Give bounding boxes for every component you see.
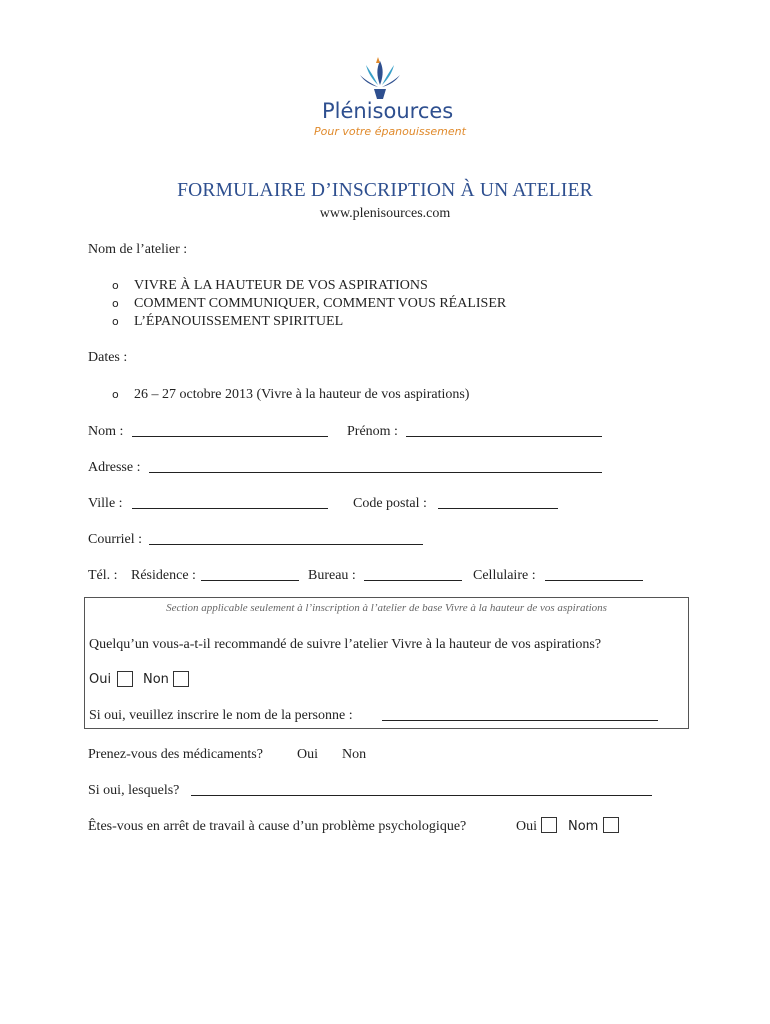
medication-oui[interactable]: Oui <box>297 747 318 762</box>
medication-question: Prenez-vous des médicaments? <box>88 747 263 762</box>
workshop-option-label: COMMENT COMMUNIQUER, COMMENT VOUS RÉALISER <box>134 296 507 311</box>
dates-label: Dates : <box>88 350 128 365</box>
referral-non-checkbox[interactable] <box>173 671 189 687</box>
prenom-label: Prénom : <box>347 424 398 439</box>
cellulaire-label: Cellulaire : <box>473 568 536 583</box>
workshop-option <box>112 277 428 295</box>
section-note: Section applicable seulement à l’inscription à l’atelier de base Vivre à la hauteur de vos aspirations <box>166 602 607 614</box>
logo-tagline: Pour votre épanouissement <box>314 125 466 138</box>
website-url: www.plenisources.com <box>319 206 451 221</box>
referral-oui-label: Oui <box>89 672 112 687</box>
date-option <box>112 386 469 404</box>
courriel-field[interactable] <box>149 530 423 545</box>
work-stop-oui-checkbox[interactable] <box>541 817 557 833</box>
work-stop-non-checkbox[interactable] <box>603 817 619 833</box>
referral-section <box>84 597 689 729</box>
workshop-option-label: VIVRE À LA HAUTEUR DE VOS ASPIRATIONS <box>134 278 428 293</box>
medication-non[interactable]: Non <box>342 747 367 762</box>
residence-label: Résidence : <box>131 568 196 583</box>
work-stop-non-label: Nom <box>568 819 599 834</box>
tel-label: Tél. : <box>88 568 118 583</box>
adresse-label: Adresse : <box>88 460 141 475</box>
page-title: FORMULAIRE D’INSCRIPTION À UN ATELIER <box>177 180 593 201</box>
medication-which-label: Si oui, lesquels? <box>88 783 180 798</box>
date-option-label: 26 – 27 octobre 2013 (Vivre à la hauteur de vos aspirations) <box>134 387 470 402</box>
ville-field[interactable] <box>132 494 328 509</box>
work-stop-question: Êtes-vous en arrêt de travail à cause d’un problème psychologique? <box>88 819 467 834</box>
work-stop-oui-label: Oui <box>516 819 537 834</box>
logo-name: Plénisources <box>322 99 454 123</box>
bullet: o <box>112 279 119 292</box>
ville-label: Ville : <box>88 496 123 511</box>
nom-label: Nom : <box>88 424 124 439</box>
cellulaire-field[interactable] <box>545 566 643 581</box>
referral-oui-checkbox[interactable] <box>117 671 133 687</box>
workshop-option <box>112 313 343 331</box>
courriel-label: Courriel : <box>88 532 143 547</box>
referral-non-label: Non <box>143 672 169 687</box>
residence-field[interactable] <box>201 566 299 581</box>
bureau-field[interactable] <box>364 566 462 581</box>
adresse-field[interactable] <box>149 458 602 473</box>
medication-which-field[interactable] <box>191 781 652 796</box>
referral-name-label: Si oui, veuillez inscrire le nom de la personne : <box>89 708 353 723</box>
nom-field[interactable] <box>132 422 328 437</box>
bullet: o <box>112 315 119 328</box>
code-postal-field[interactable] <box>438 494 558 509</box>
fountain-icon <box>350 55 410 101</box>
bureau-label: Bureau : <box>308 568 356 583</box>
workshop-label: Nom de l’atelier : <box>88 242 188 257</box>
prenom-field[interactable] <box>406 422 602 437</box>
code-postal-label: Code postal : <box>353 496 427 511</box>
referral-question: Quelqu’un vous-a-t-il recommandé de suivre l’atelier Vivre à la hauteur de vos aspirations? <box>89 637 602 652</box>
bullet: o <box>112 297 119 310</box>
referral-name-field[interactable] <box>382 706 658 721</box>
workshop-option-label: L’ÉPANOUISSEMENT SPIRITUEL <box>134 314 344 329</box>
bullet: o <box>112 388 119 401</box>
workshop-option <box>112 295 506 313</box>
logo <box>300 55 470 145</box>
